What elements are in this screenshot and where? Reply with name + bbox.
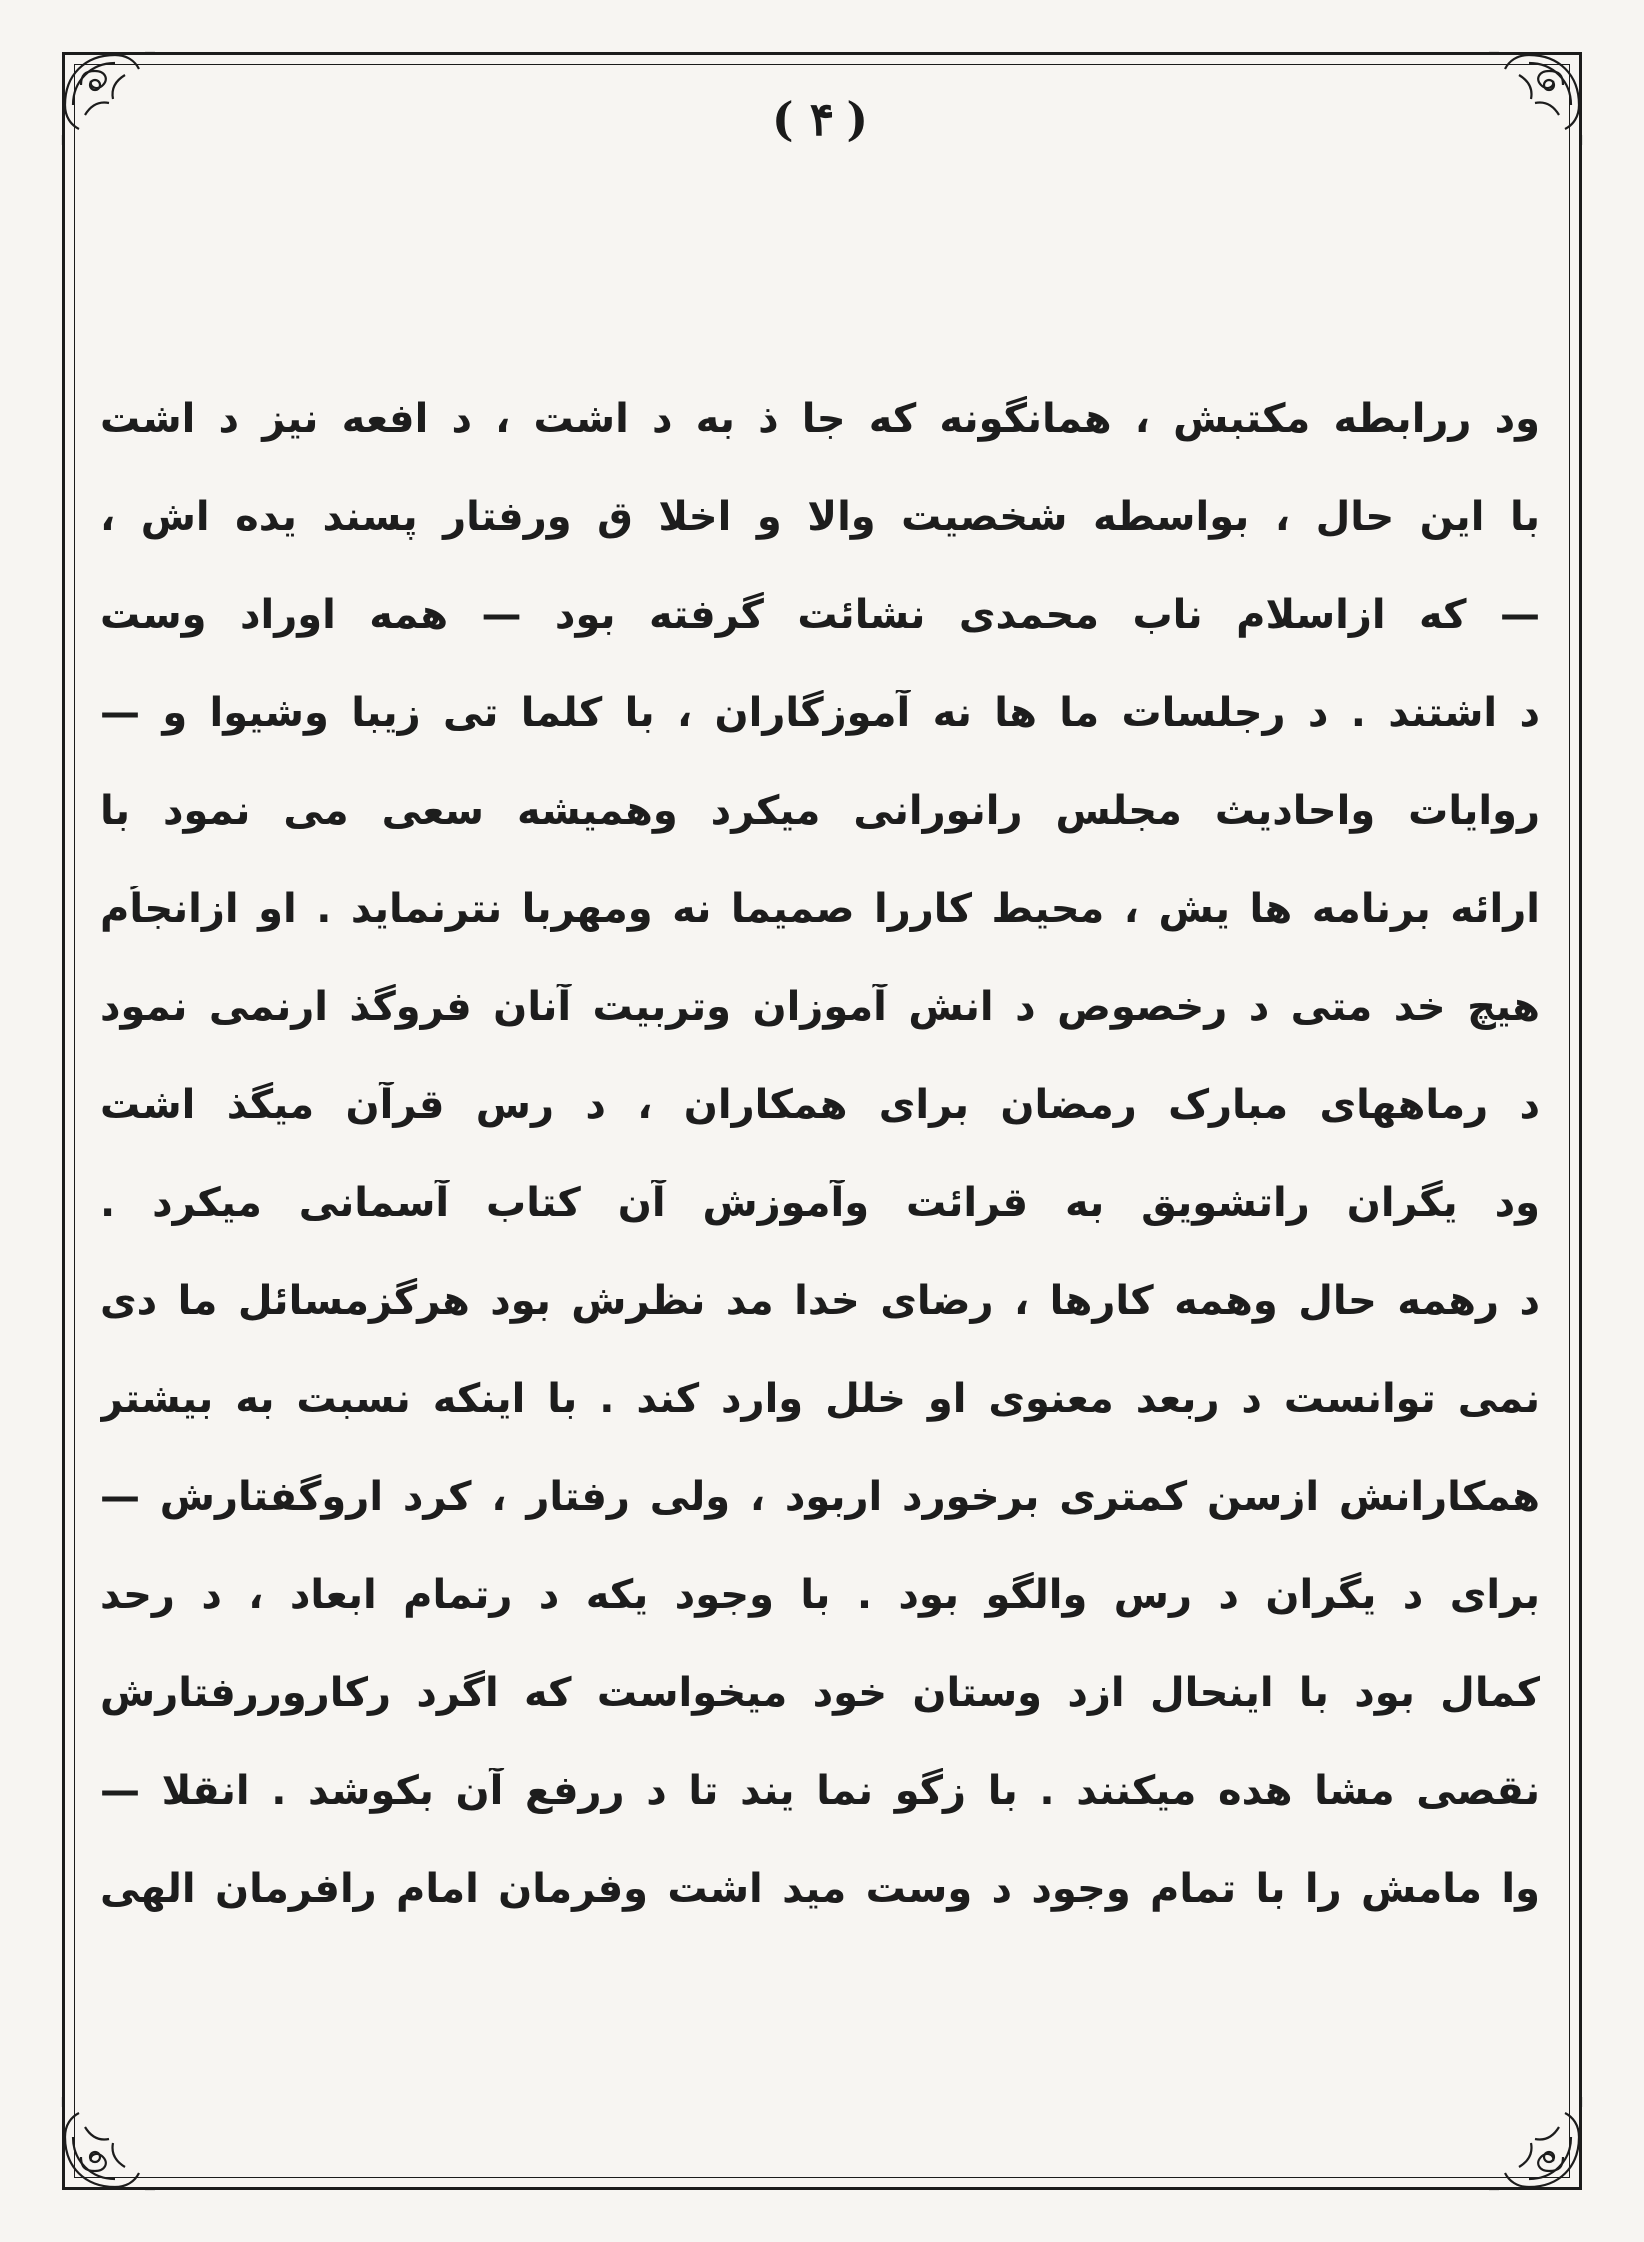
text-line-content: د اشتند . د رجلسات ما ها نه آموزگاران ، با کلما تی زیبا وشیوا و — (100, 690, 1540, 736)
text-line (100, 664, 1540, 762)
corner-ornament-bottom-left (55, 2087, 165, 2197)
text-line-content: روایات واحادیث مجلس رانورانی میکرد وهمیشه سعی می نمود با (100, 788, 1540, 834)
text-line (100, 1350, 1540, 1448)
text-line-content: ود یگران راتشویق به قرائت وآموزش آن کتاب آسمانی میکرد . (100, 1180, 1540, 1226)
text-line-content: وا مامش را با تمام وجود د وست مید اشت وفرمان امام رافرمان الهی (100, 1866, 1540, 1912)
text-line-content: ارائه برنامه ها یش ، محیط کاررا صمیما نه ومهربا نترنماید . او ازانجاُم (100, 886, 1540, 932)
text-line-content: برای د یگران د رس والگو بود . با وجود یکه د رتمام ابعاد ، د رحد (100, 1572, 1540, 1618)
text-line (100, 762, 1540, 860)
text-line-content: د رهمه حال وهمه کارها ، رضای خدا مد نظرش بود هرگزمسائل ما دی (100, 1278, 1540, 1324)
text-line-content: همکارانش ازسن کمتری برخورد اربود ، ولی رفتار ، کرد اروگفتارش — (100, 1474, 1540, 1520)
text-line-content: نمی توانست د ربعد معنوی او خلل وارد کند . با اینکه نسبت به بیشتر (100, 1376, 1540, 1422)
page-number-value: ۴ (809, 92, 835, 146)
text-line-content: د رماههای مبارک رمضان برای همکاران ، د رس قرآن میگذ اشت (100, 1082, 1540, 1128)
text-line (100, 860, 1540, 958)
text-line (100, 1252, 1540, 1350)
text-line (100, 370, 1540, 468)
text-line (100, 1448, 1540, 1546)
body-paragraph (100, 370, 1540, 1938)
text-line (100, 1840, 1540, 1938)
text-line (100, 958, 1540, 1056)
text-line-content: هیچ خد متی د رخصوص د انش آموزان وتربیت آنان فروگذ ارنمی نمود (100, 984, 1540, 1030)
page-number (0, 92, 1644, 146)
text-line (100, 1154, 1540, 1252)
page-number-paren-open: ( (771, 92, 798, 146)
corner-ornament-bottom-right (1479, 2087, 1589, 2197)
text-line (100, 566, 1540, 664)
text-line (100, 1546, 1540, 1644)
page-number-paren-close: ) (846, 92, 873, 146)
text-line-content: — که ازاسلام ناب محمدی نشائت گرفته بود — همه اوراد وست (100, 592, 1540, 638)
text-line (100, 1742, 1540, 1840)
text-line (100, 1056, 1540, 1154)
text-line-content: کمال بود با اینحال ازد وستان خود میخواست که اگرد رکاروررفتارش (100, 1670, 1540, 1716)
text-line-content: نقصی مشا هده میکنند . با زگو نما یند تا د ررفع آن بکوشد . انقلا — (100, 1768, 1540, 1814)
text-line (100, 1644, 1540, 1742)
text-line (100, 468, 1540, 566)
text-line-content: ود ررابطه مکتبش ، همانگونه که جا ذ به د اشت ، د افعه نیز د اشت (100, 396, 1540, 442)
text-line-content: با این حال ، بواسطه شخصیت والا و اخلا ق ورفتار پسند یده اش ، (100, 494, 1540, 540)
